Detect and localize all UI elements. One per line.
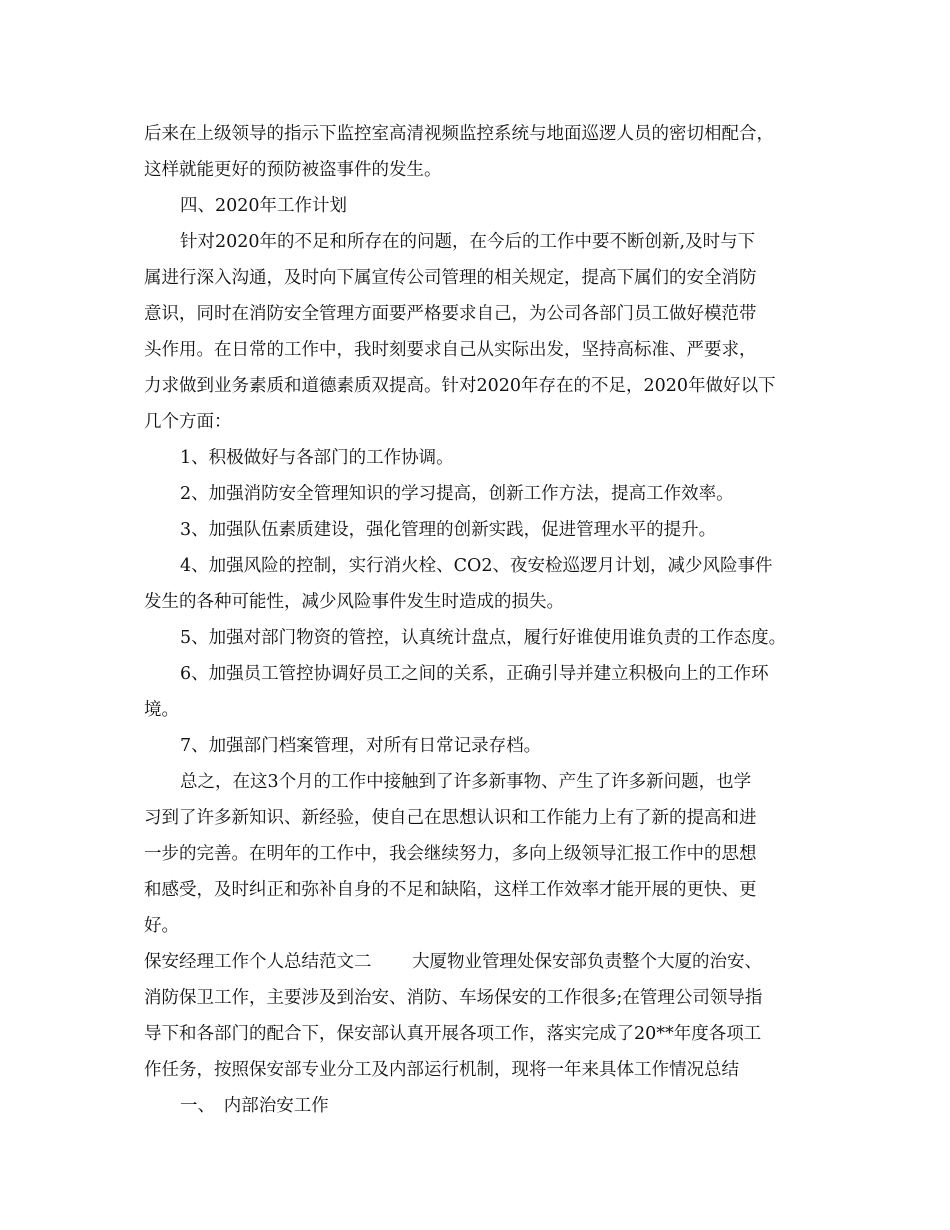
list-item: 7、加强部门档案管理，对所有日常记录存档。 — [180, 736, 542, 756]
text-line: 发生的各种可能性，减少风险事件发生时造成的损失。 — [144, 592, 564, 612]
text-line: 导下和各部门的配合下，保安部认真开展各项工作，落实完成了20**年度各项工 — [144, 1024, 762, 1044]
text-line: 这样就能更好的预防被盗事件的发生。 — [144, 160, 442, 180]
text-line: 属进行深入沟通，及时向下属宣传公司管理的相关规定，提高下属们的安全消防 — [144, 268, 757, 288]
text-line: 境。 — [144, 700, 179, 720]
text-line: 针对2020年的不足和所存在的问题，在今后的工作中要不断创新,及时与下 — [180, 232, 756, 252]
text-line: 几个方面： — [144, 412, 232, 432]
text-line: 和感受，及时纠正和弥补自身的不足和缺陷，这样工作效率才能开展的更快、更 — [144, 880, 757, 900]
text-line: 习到了许多新知识、新经验，使自己在思想认识和工作能力上有了新的提高和进 — [144, 808, 757, 828]
list-item: 5、加强对部门物资的管控，认真统计盘点，履行好谁使用谁负责的工作态度。 — [180, 628, 787, 648]
text-line: 总之，在这3个月的工作中接触到了许多新事物、产生了许多新问题，也学 — [180, 772, 752, 792]
text-line: 好。 — [144, 916, 179, 936]
document-body — [144, 116, 816, 1124]
text-line: 后来在上级领导的指示下监控室高清视频监控系统与地面巡逻人员的密切相配合， — [144, 124, 774, 144]
section-heading: 一、 内部治安工作 — [180, 1096, 329, 1116]
list-item: 2、加强消防安全管理知识的学习提高，创新工作方法，提高工作效率。 — [180, 484, 734, 504]
text-line: 一步的完善。在明年的工作中，我会继续努力，多向上级领导汇报工作中的思想 — [144, 844, 757, 864]
text-line: 力求做到业务素质和道德素质双提高。针对2020年存在的不足，2020年做好以下 — [144, 376, 776, 396]
text-line: 消防保卫工作，主要涉及到治安、消防、车场保安的工作很多;在管理公司领导指 — [144, 988, 763, 1008]
text-line: 头作用。在日常的工作中，我时刻要求自己从实际出发，坚持高标准、严要求， — [144, 340, 757, 360]
section-heading: 四、2020年工作计划 — [180, 196, 348, 216]
list-item: 4、加强风险的控制，实行消火栓、CO2、夜安检巡逻月计划，减少风险事件 — [180, 556, 773, 576]
text-line: 意识，同时在消防安全管理方面要严格要求自己，为公司各部门员工做好模范带 — [144, 304, 757, 324]
list-item: 1、积极做好与各部门的工作协调。 — [180, 448, 454, 468]
text-line: 保安经理工作个人总结范文二 大厦物业管理处保安部负责整个大厦的治安、 — [144, 952, 763, 972]
list-item: 3、加强队伍素质建设，强化管理的创新实践，促进管理水平的提升。 — [180, 520, 717, 540]
text-line: 作任务，按照保安部专业分工及内部运行机制，现将一年来具体工作情况总结 — [144, 1060, 739, 1080]
list-item: 6、加强员工管控协调好员工之间的关系，正确引导并建立积极向上的工作环 — [180, 664, 769, 684]
